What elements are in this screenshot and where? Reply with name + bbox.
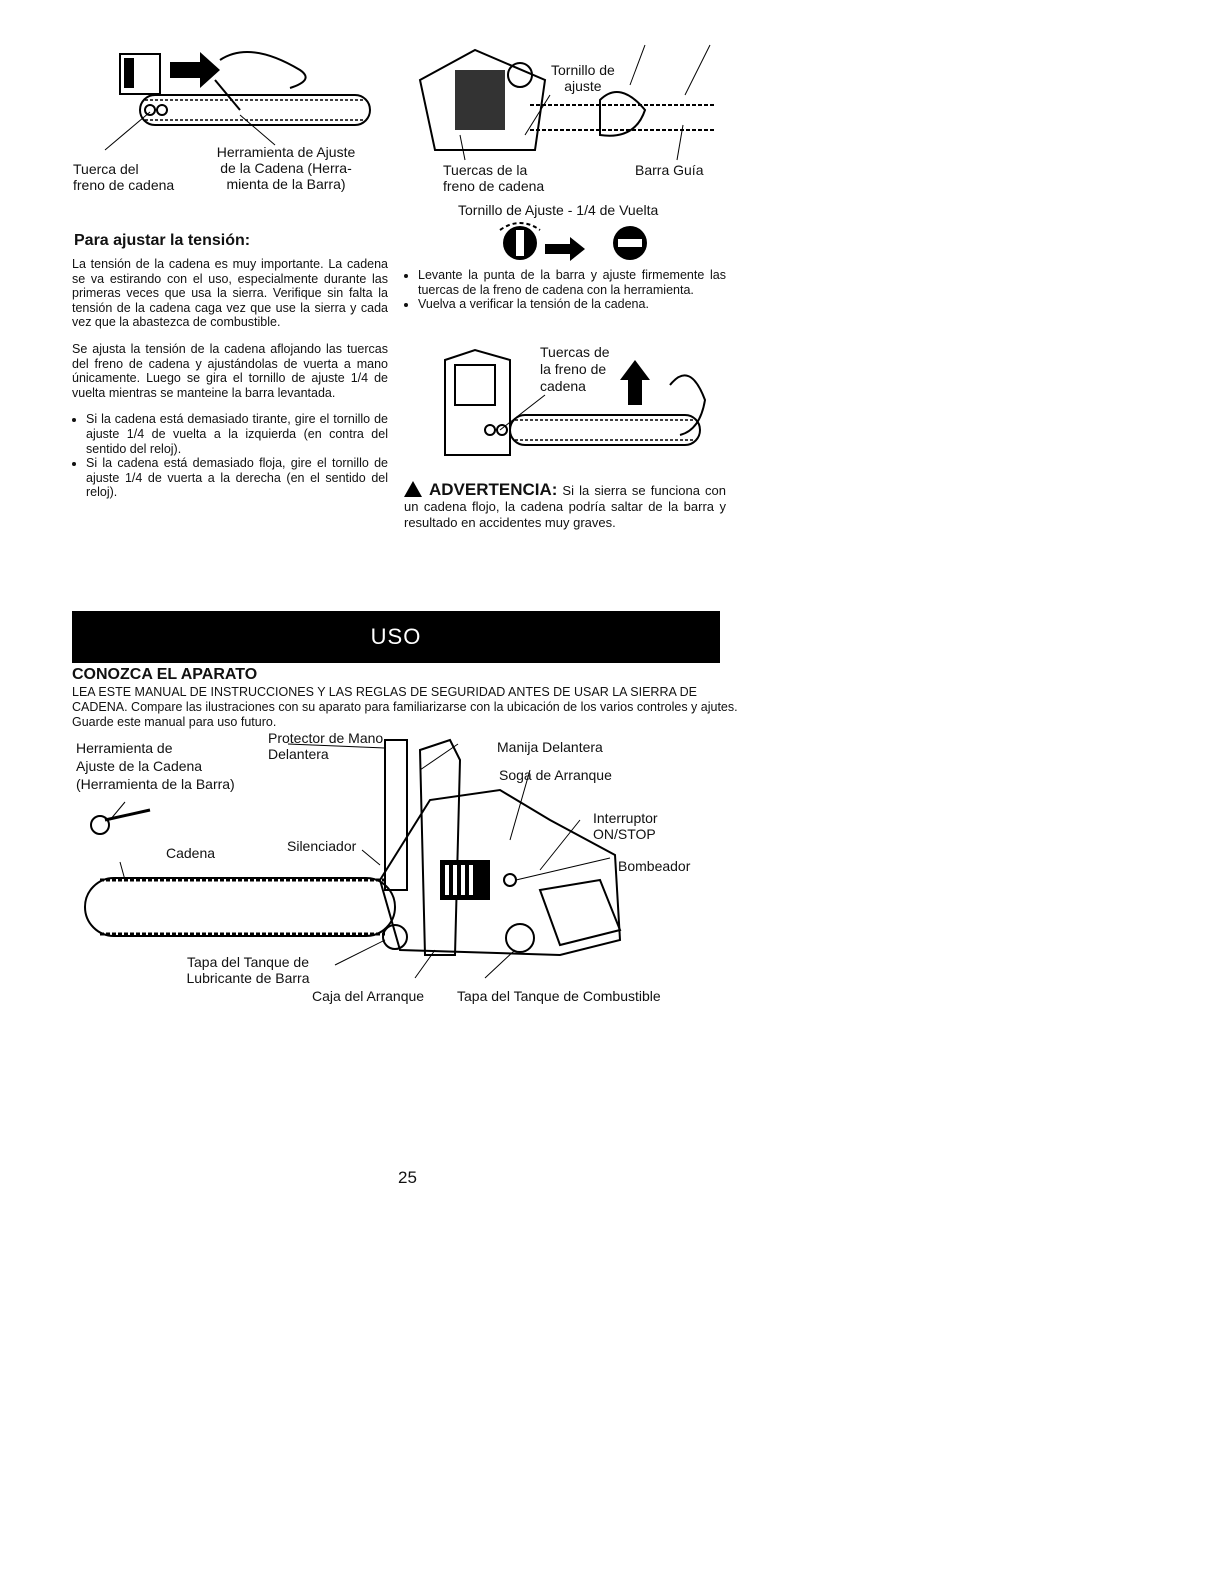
know-heading: CONOZCA EL APARATO [72,666,258,683]
warning-text: Si la sierra se funciona con un cadena flojo, la cadena podría saltar de la barra y resultado en accidentes muy graves. [404,483,726,530]
warning-icon [404,481,422,497]
part-fuel-cap: Tapa del Tanque de Combustible [457,988,661,1004]
label-nuts-top: Tuercas de la freno de cadena [443,162,545,194]
tension-paragraph-1: La tensión de la cadena es muy importante. La cadena se va estirando con el uso, especialmente durante las primeras veces que usa la sierra. Verifique sin falta la tensión de la cadena caga vez que use la sierra y cada vez que la abastezca de combustible. [72,257,388,330]
page-number: 25 [398,1168,417,1187]
label-tool: Herramienta de Ajuste de la Cadena (Herra- mienta de la Barra) [216,144,356,192]
warning-title: ADVERTENCIA: [428,480,558,499]
label-nut: Tuerca del freno de cadena [73,161,175,193]
part-front-handle: Manija Delantera [497,739,603,755]
part-switch: Interruptor ON/STOP [593,810,658,842]
warning-block [404,481,726,531]
part-muffler: Silenciador [287,838,357,854]
step-2: • Vuelva a verificar la tensión de la cadena. [418,297,726,312]
right-steps [404,268,726,312]
part-starter-housing: Caja del Arranque [312,988,425,1004]
know-text: LEA ESTE MANUAL DE INSTRUCCIONES Y LAS REGLAS DE SEGURIDAD ANTES DE USAR LA SIERRA DE CADENA. Compare las ilustraciones con su aparato para familiarizarse con la ubicación de los varios controles y ajutes. Guarde este manual para uso futuro. [72,685,738,729]
quarter-turn-icon [490,222,660,264]
part-tool: Herramienta de Ajuste de la Cadena (Herramienta de la Barra) [76,740,235,792]
tension-bullet-1: • Si la cadena está demasiado tirante, gire el tornillo de ajuste 1/4 de vuelta a la izquierda (en contra del sentido del reloj). [86,412,388,456]
tension-text [72,257,388,500]
label-nuts-mid: Tuercas de la freno de cadena [540,344,610,394]
label-screw: Tornillo de ajuste [551,62,615,94]
turn-caption: Tornillo de Ajuste - 1/4 de Vuelta [458,202,659,218]
step-1: • Levante la punta de la barra y ajuste firmemente las tuercas de la freno de cadena con la herramienta. [418,268,726,297]
label-bar: Barra Guía [635,162,704,178]
part-chain: Cadena [166,845,216,861]
adjust-screw-illustration [415,40,720,170]
section-banner: USO [72,611,720,663]
part-starter-rope: Soga de Arranque [499,767,612,783]
tension-heading: Para ajustar la tensión: [74,232,251,249]
part-hand-guard: Protector de Mano Delantera [268,730,384,762]
part-oil-cap: Tapa del Tanque de Lubricante de Barra [186,954,310,986]
part-primer: Bombeador [618,858,691,874]
tension-paragraph-2: Se ajusta la tensión de la cadena aflojando las tuercas del freno de cadena y ajustándolas de vuerta a mano únicamente. Luego se gira el tornillo de ajuste 1/4 de vuelta mientras se manteine la barra levantada. [72,341,388,400]
chain-tool-illustration [100,40,390,150]
tension-bullet-2: • Si la cadena está demasiado floja, gire el tornillo de ajuste 1/4 de vuerta a la derecha (en el sentido del reloj). [86,456,388,500]
